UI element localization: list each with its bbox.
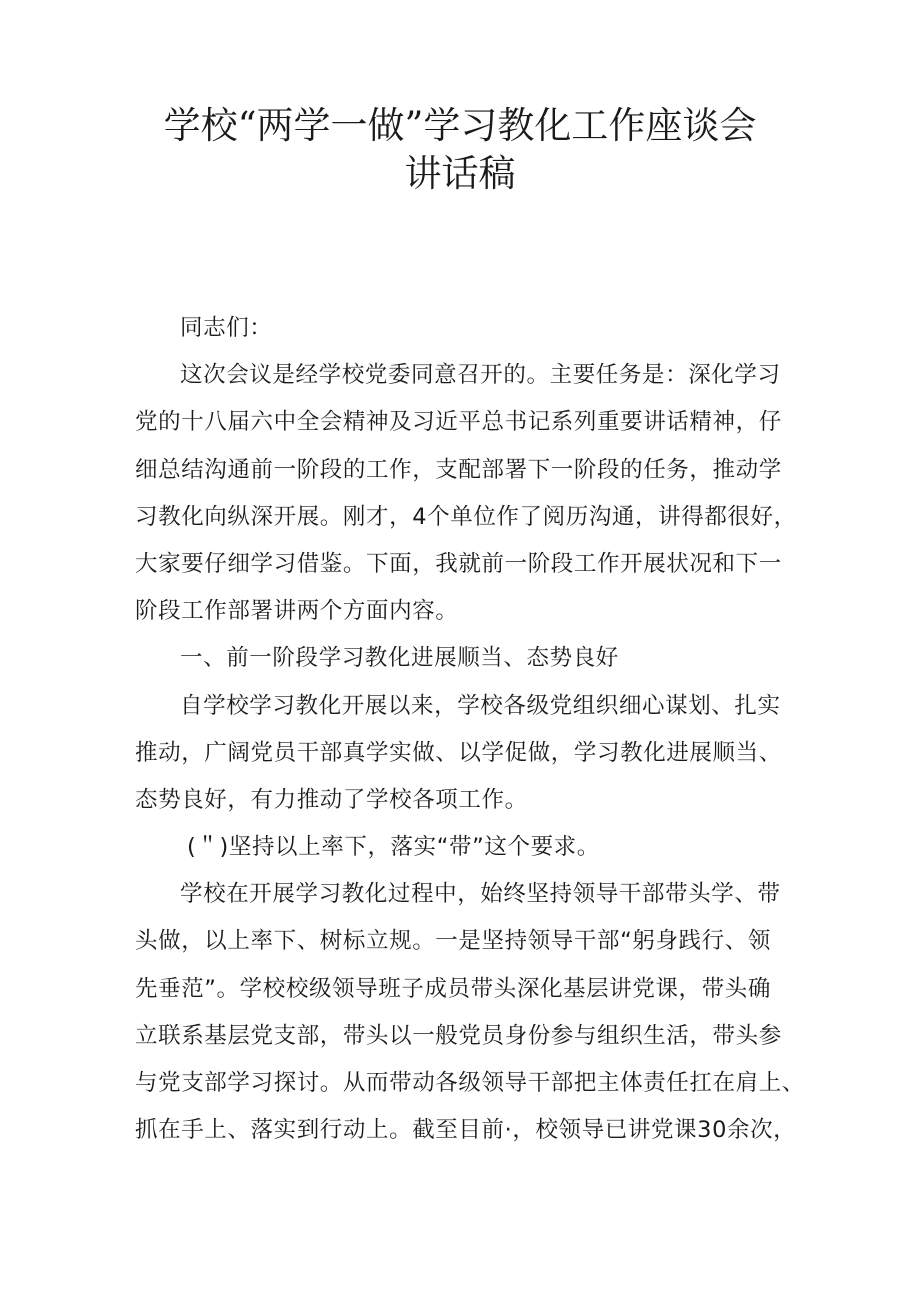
paragraph-line: 先垂范”。学校校级领导班子成员带头深化基层讲党课，带头确 bbox=[135, 975, 771, 1002]
document-body bbox=[135, 305, 805, 1154]
paragraph-line: 阶段工作部署讲两个方面内容。 bbox=[135, 598, 459, 625]
paragraph-line: 与党支部学习探讨。从而带动各级领导干部把主体责任扛在肩上、 bbox=[135, 1070, 805, 1096]
paragraph-line: 细总结沟通前一阶段的工作，支配部署下一阶段的任务，推动学 bbox=[135, 456, 782, 483]
paragraph-line: 立联系基层党支部，带头以一般党员身份参与组织生活，带头参 bbox=[135, 1022, 782, 1049]
document-title-line-2: 讲话稿 bbox=[404, 152, 516, 195]
paragraph-line: 学校在开展学习教化过程中，始终坚持领导干部带头学、带 bbox=[180, 881, 781, 908]
subsection-heading: (＂)坚持以上率下，落实“带”这个要求。 bbox=[187, 834, 600, 861]
paragraph-line: 态势良好，有力推动了学校各项工作。 bbox=[135, 786, 528, 813]
paragraph-line: 这次会议是经学校党委同意召开的。主要任务是：深化学习 bbox=[180, 362, 781, 389]
salutation: 同志们： bbox=[180, 315, 273, 341]
document-title-line-1: 学校“两学一做”学习教化工作座谈会 bbox=[163, 104, 757, 147]
paragraph-line: 大家要仔细学习借鉴。下面，我就前一阶段工作开展状况和下一 bbox=[135, 550, 782, 577]
paragraph-line: 习教化向纵深开展。刚才，4个单位作了阅历沟通，讲得都很好， bbox=[135, 503, 797, 530]
paragraph-line: 推动，广阔党员干部真学实做、以学促做，学习教化进展顺当、 bbox=[135, 739, 782, 766]
paragraph-line: 自学校学习教化开展以来，学校各级党组织细心谋划、扎实 bbox=[180, 692, 781, 719]
paragraph-line: 头做，以上率下、树标立规。一是坚持领导干部“躬身践行、领 bbox=[135, 928, 771, 955]
paragraph-line: 党的十八届六中全会精神及习近平总书记系列重要讲话精神，仔 bbox=[135, 409, 782, 436]
section-heading: 一、前一阶段学习教化进展顺当、态势良好 bbox=[180, 645, 619, 672]
paragraph-line: 抓在手上、落实到行动上。截至目前·，校领导已讲党课30余次， bbox=[135, 1117, 797, 1144]
